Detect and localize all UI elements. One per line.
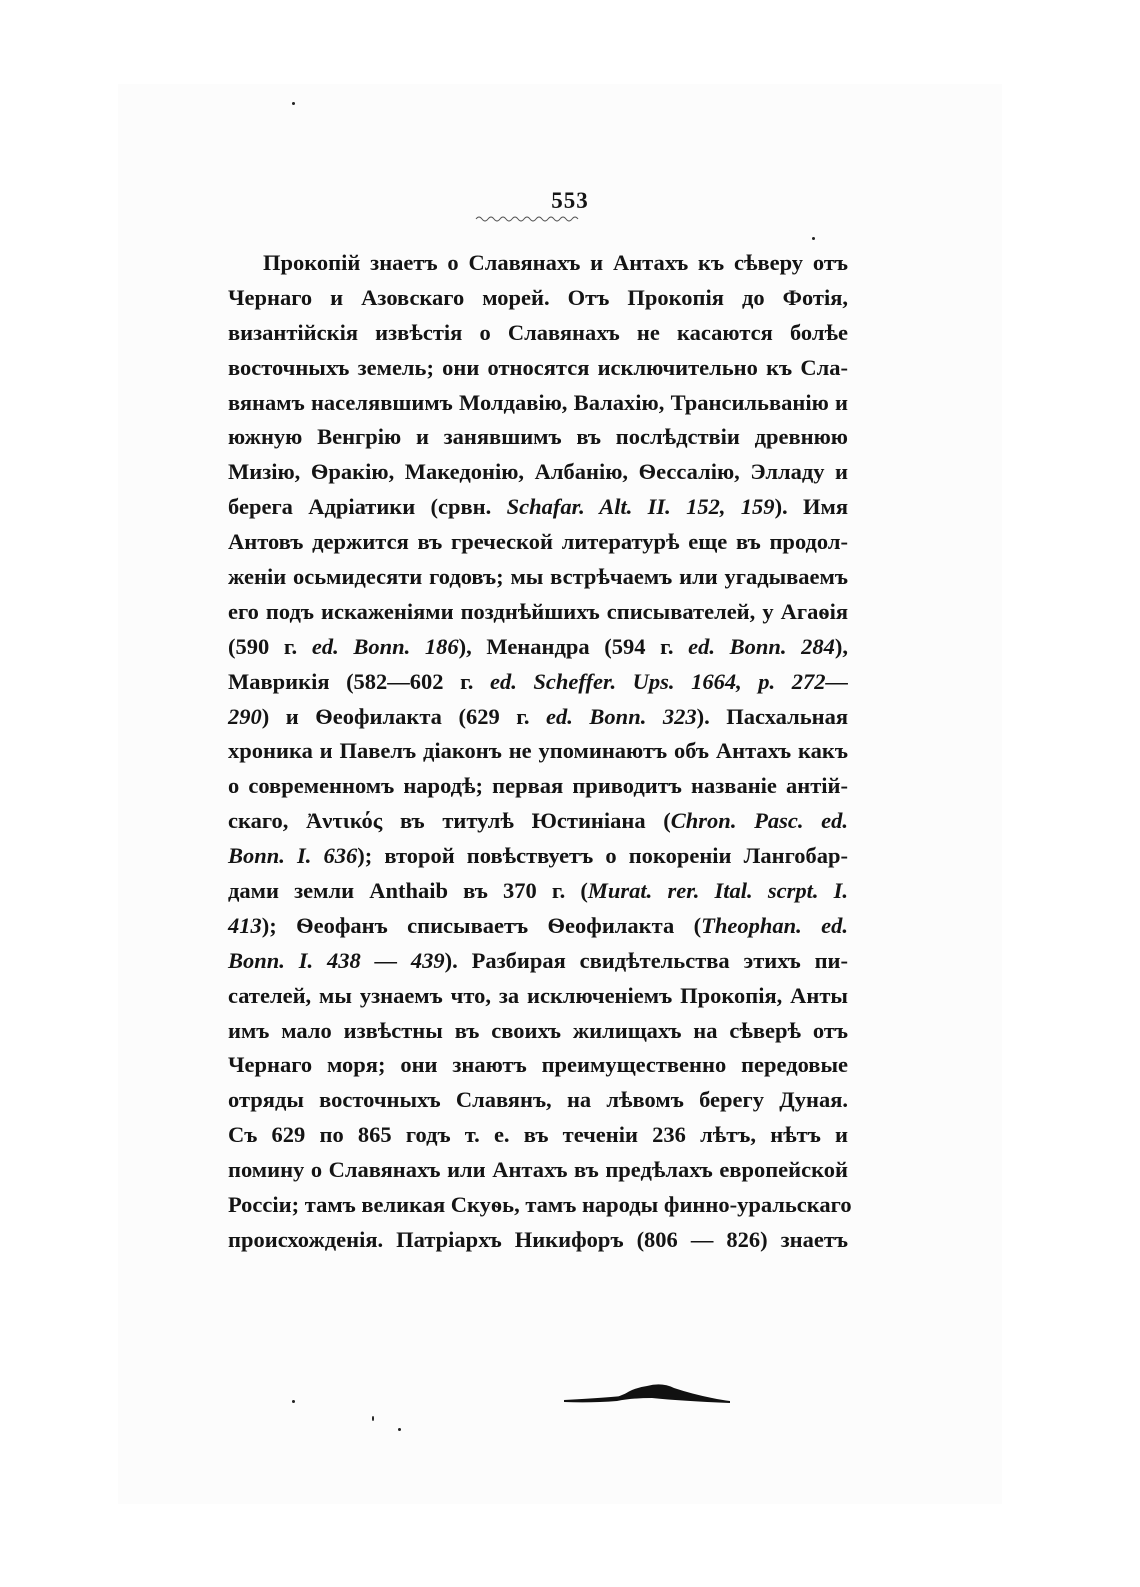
line-text: имъ мало извѣстны въ своихъ жилищахъ на сѣверѣ отъ [228, 1017, 848, 1043]
text-line [228, 769, 848, 804]
line-text: Съ 629 по 865 годъ т. е. въ теченіи 236 лѣтъ, нѣтъ и [228, 1122, 848, 1148]
line-text: Мизію, Ѳракію, Македонію, Албанію, Ѳессалію, Элладу и [228, 459, 848, 485]
text-line [228, 700, 848, 735]
line-text: ); второй повѣствуетъ о покореніи Лангобар- [357, 843, 849, 869]
page-number: 553 [551, 188, 589, 213]
page-header [0, 188, 1140, 214]
line-text: (590 г. [228, 633, 312, 659]
line-text: хроника и Павелъ діаконъ не упоминаютъ объ Антахъ какъ [228, 738, 848, 764]
line-text: ). Имя [774, 494, 848, 520]
text-line [228, 455, 848, 490]
line-text: ) и Ѳеофилакта (629 г. [261, 703, 547, 729]
line-text: восточныхъ земель; они относятся исключительно къ Сла- [228, 354, 848, 380]
text-line [228, 525, 848, 560]
citation-text: Bonn. I. 636 [228, 843, 358, 869]
margin-speck [398, 1428, 401, 1431]
text-line [228, 281, 848, 316]
margin-speck [292, 1400, 295, 1403]
text-line [228, 944, 848, 979]
text-line [228, 351, 848, 386]
text-line [228, 665, 848, 700]
text-line [228, 804, 848, 839]
citation-text: Theophan. ed. [701, 912, 848, 938]
text-line [228, 1083, 848, 1118]
text-line [228, 420, 848, 455]
text-line [228, 1014, 848, 1049]
line-text: помину о Славянахъ или Антахъ въ предѣлахъ европейской [228, 1157, 848, 1183]
header-wavy-rule [474, 214, 584, 224]
line-text: ); Ѳеофанъ списываетъ Ѳеофилакта ( [261, 912, 702, 938]
line-text: ), Менандра (594 г. [458, 633, 689, 659]
text-line [228, 595, 848, 630]
line-text: Прокопій знаетъ о Славянахъ и Антахъ къ сѣверу отъ [263, 250, 848, 275]
line-text: Маврикія (582—602 г. [228, 668, 490, 694]
body-text [228, 246, 852, 1258]
margin-speck [292, 102, 295, 105]
text-line [228, 979, 848, 1014]
margin-speck [372, 1416, 374, 1421]
citation-text: Schafar. Alt. II. 152, 159 [506, 494, 775, 520]
line-text: женіи осьмидесяти годовъ; мы встрѣчаемъ или угадываемъ [228, 564, 848, 590]
line-text: вянамъ населявшимъ Молдавію, Валахію, Трансильванію и [228, 389, 848, 415]
citation-text: Bonn. I. 438 — 439 [228, 947, 445, 973]
text-line [228, 1223, 848, 1258]
text-line [228, 909, 848, 944]
line-text: Антовъ держится въ греческой литературѣ еще въ продол- [228, 529, 848, 555]
line-text: происхожденія. Патріархъ Никифоръ (806 — 826) знаетъ [228, 1226, 848, 1252]
citation-text: Chron. Pasc. ed. [670, 808, 849, 834]
line-text: византійскія извѣстія о Славянахъ не касаются болѣе [228, 319, 848, 345]
citation-text: 290 [228, 703, 262, 729]
line-text: его подъ искаженіями позднѣйшихъ списывателей, у Агаѳія [228, 598, 848, 624]
line-text: о современномъ народѣ; первая приводитъ названіе антій- [228, 773, 848, 799]
citation-text: ed. Bonn. 186 [311, 633, 459, 659]
text-line [228, 1048, 848, 1083]
citation-text: Murat. rer. Ital. scrpt. I. [587, 878, 848, 904]
text-line [228, 630, 848, 665]
citation-text: ed. Scheffer. Ups. 1664, p. 272— [489, 668, 848, 694]
text-line [228, 560, 848, 595]
text-line [228, 874, 848, 909]
text-line [228, 734, 848, 769]
tailpiece-ornament [562, 1376, 732, 1406]
text-line [228, 1188, 852, 1223]
line-text: скаго, Ἀντικός въ титулѣ Юстиніана ( [228, 808, 671, 834]
text-line [228, 1153, 848, 1188]
line-text: дами земли Anthaib въ 370 г. ( [228, 878, 588, 904]
citation-text: ed. Bonn. 284 [688, 633, 835, 659]
line-text: южную Венгрію и занявшимъ въ послѣдствіи древнюю [228, 424, 848, 450]
line-text: ). Разбирая свидѣтельства этихъ пи- [444, 947, 848, 973]
line-text: отряды восточныхъ Славянъ, на лѣвомъ берегу Дуная. [228, 1087, 848, 1113]
line-text: Чернаго и Азовскаго морей. Отъ Прокопія до Фотія, [228, 284, 848, 310]
citation-text: 413 [228, 912, 262, 938]
margin-speck [812, 237, 815, 240]
line-text: сателей, мы узнаемъ что, за исключеніемъ Прокопія, Анты [228, 982, 848, 1008]
line-text: ), [834, 633, 848, 659]
text-line [228, 246, 848, 281]
line-text: Россіи; тамъ великая Скуѳь, тамъ народы финно-уральскаго [228, 1192, 852, 1218]
line-text: Чернаго моря; они знаютъ преимущественно передовые [228, 1052, 848, 1078]
citation-text: ed. Bonn. 323 [546, 703, 697, 729]
line-text: берега Адріатики (срвн. [228, 494, 507, 520]
text-line [228, 316, 848, 351]
text-line [228, 386, 848, 421]
text-line [228, 1118, 848, 1153]
text-line [228, 490, 848, 525]
line-text: ). Пасхальная [696, 703, 848, 729]
text-line [228, 839, 848, 874]
